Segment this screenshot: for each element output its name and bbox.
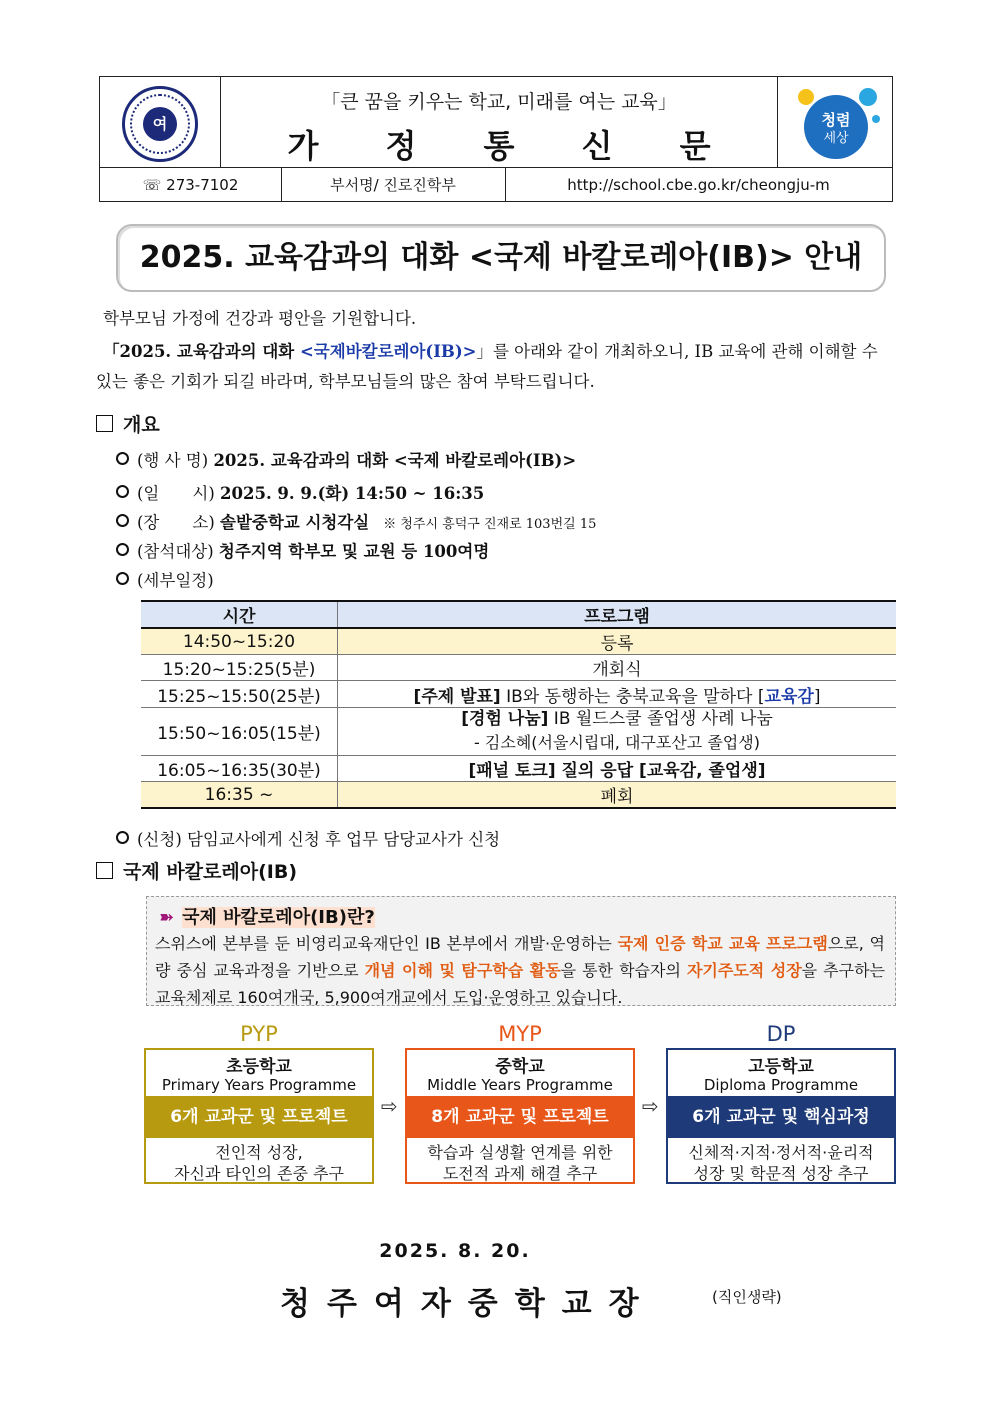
table-row: 14:50~15:20 등록 [141, 628, 896, 655]
dp-card: 고등학교 Diploma Programme 6개 교과군 및 핵심과정 신체적·지적·정서적·윤리적 성장 및 학문적 성장 추구 [666, 1048, 896, 1184]
header-title-cell [220, 77, 778, 167]
svg-text:세상: 세상 [823, 131, 849, 146]
overview-item-place: (장 소) 솔밭중학교 시청각실 ※ 청주시 흥덕구 진재로 103번길 15 [116, 509, 596, 533]
department: 부서명/ 진로진학부 [281, 168, 506, 202]
double-arrow-icon: ➽ [159, 907, 175, 928]
ib-description: 스위스에 본부를 둔 비영리교육재단인 IB 본부에서 개발·운영하는 국제 인증 학교 교육 프로그램으로, 역량 중심 교육과정을 기반으로 개념 이해 및 탐구학습 활동을 통한 학습자의 자기주도적 성장을 추구하는 교육체제로 160여개국, 5,900여개교에서 도입·운영하고 있습니다. [155, 934, 885, 1007]
overview-item-event-name: (행 사 명) 2025. 교육감과의 대화 <국제 바칼로레아(IB)> [116, 447, 576, 471]
circle-bullet-icon [116, 831, 129, 844]
signup-info: (신청) 담임교사에게 신청 후 업무 담당교사가 신청 [116, 826, 500, 850]
schedule-table [141, 600, 896, 809]
integrity-logo [788, 83, 884, 163]
overview-item-schedule: (세부일정) [116, 567, 214, 591]
circle-bullet-icon [116, 485, 129, 498]
dp-label: DP [766, 1022, 796, 1046]
contact-row [100, 167, 892, 202]
overview-item-attendees: (참석대상) 청주지역 학부모 및 교원 등 100여명 [116, 538, 489, 562]
section-ib-heading: 국제 바칼로레아(IB) [96, 857, 297, 884]
issue-date: 2025. 8. 20. [379, 1240, 531, 1262]
svg-text:청렴: 청렴 [821, 111, 851, 129]
checkbox-square-icon [96, 415, 113, 432]
school-seal-logo [122, 86, 198, 162]
col-header-time: 시간 [141, 601, 338, 628]
circle-bullet-icon [116, 572, 129, 585]
school-motto: 「큰 꿈을 키우는 학교, 미래를 여는 교육」 [321, 91, 677, 113]
col-header-program: 프로그램 [338, 601, 897, 628]
integrity-logo-cell [777, 77, 892, 167]
table-row: 15:25~15:50(25분) [주제 발표] IB와 동행하는 충북교육을 말하다 [교육감] [141, 681, 896, 708]
document-title: 2025. 교육감과의 대화 <국제 바칼로레아(IB)> 안내 [116, 224, 886, 292]
place-address-note: ※ 청주시 흥덕구 진재로 103번길 15 [383, 517, 597, 532]
myp-card: 중학교 Middle Years Programme 8개 교과군 및 프로젝트 학습과 실생활 연계를 위한 도전적 과제 해결 추구 [405, 1048, 635, 1184]
phone-number: ☏ 273-7102 [100, 168, 282, 202]
ib-definition-box [146, 896, 896, 1006]
intro-highlight: <국제바칼로레아(IB)> [299, 342, 477, 361]
table-row: 15:20~15:25(5분) 개회식 [141, 655, 896, 681]
pyp-label: PYP [240, 1022, 278, 1046]
overview-item-date: (일 시) 2025. 9. 9.(화) 14:50 ~ 16:35 [116, 480, 484, 504]
letterhead [99, 76, 893, 202]
greeting: 학부모님 가정에 건강과 평안을 기원합니다. [103, 309, 417, 328]
table-row: 16:05~16:35(30분) [패널 토크] 질의 응답 [교육감, 졸업생] [141, 756, 896, 782]
newsletter-title: 가 정 통 신 문 [287, 127, 739, 165]
right-arrow-icon: ⇨ [381, 1094, 398, 1118]
circle-bullet-icon [116, 452, 129, 465]
table-row: 15:50~16:05(15분) [경험 나눔] IB 월드스쿨 졸업생 사례 나눔 - 김소혜(서울시립대, 대구포산고 졸업생) [141, 708, 896, 756]
pyp-card: 초등학교 Primary Years Programme 6개 교과군 및 프로젝트 전인적 성장, 자신과 타인의 존중 추구 [144, 1048, 374, 1184]
intro-line-3: 있는 좋은 기회가 되길 바라며, 학부모님들의 많은 참여 부탁드립니다. [96, 372, 595, 391]
circle-bullet-icon [116, 514, 129, 527]
section-overview-heading: 개요 [96, 410, 160, 437]
intro-line-2: 「2025. 교육감과의 대화 <국제바칼로레아(IB)>」를 아래와 같이 개최하오니, IB 교육에 관해 이해할 수 [103, 342, 878, 361]
school-seal-char: 여 [143, 107, 177, 141]
circle-bullet-icon [116, 543, 129, 556]
checkbox-square-icon [96, 862, 113, 879]
myp-label: MYP [498, 1022, 542, 1046]
ib-box-title: ➽ 국제 바칼로레아(IB)란? [159, 907, 375, 928]
right-arrow-icon: ⇨ [642, 1094, 659, 1118]
school-url[interactable]: http://school.cbe.go.kr/cheongju-m [567, 176, 830, 194]
school-logo-cell [100, 77, 221, 167]
schedule-header-row [141, 601, 896, 628]
school-principal-name: 청주여자중학교장 [280, 1286, 656, 1322]
seal-omitted-note: (직인생략) [712, 1288, 782, 1306]
table-row: 16:35 ~ 폐회 [141, 782, 896, 809]
